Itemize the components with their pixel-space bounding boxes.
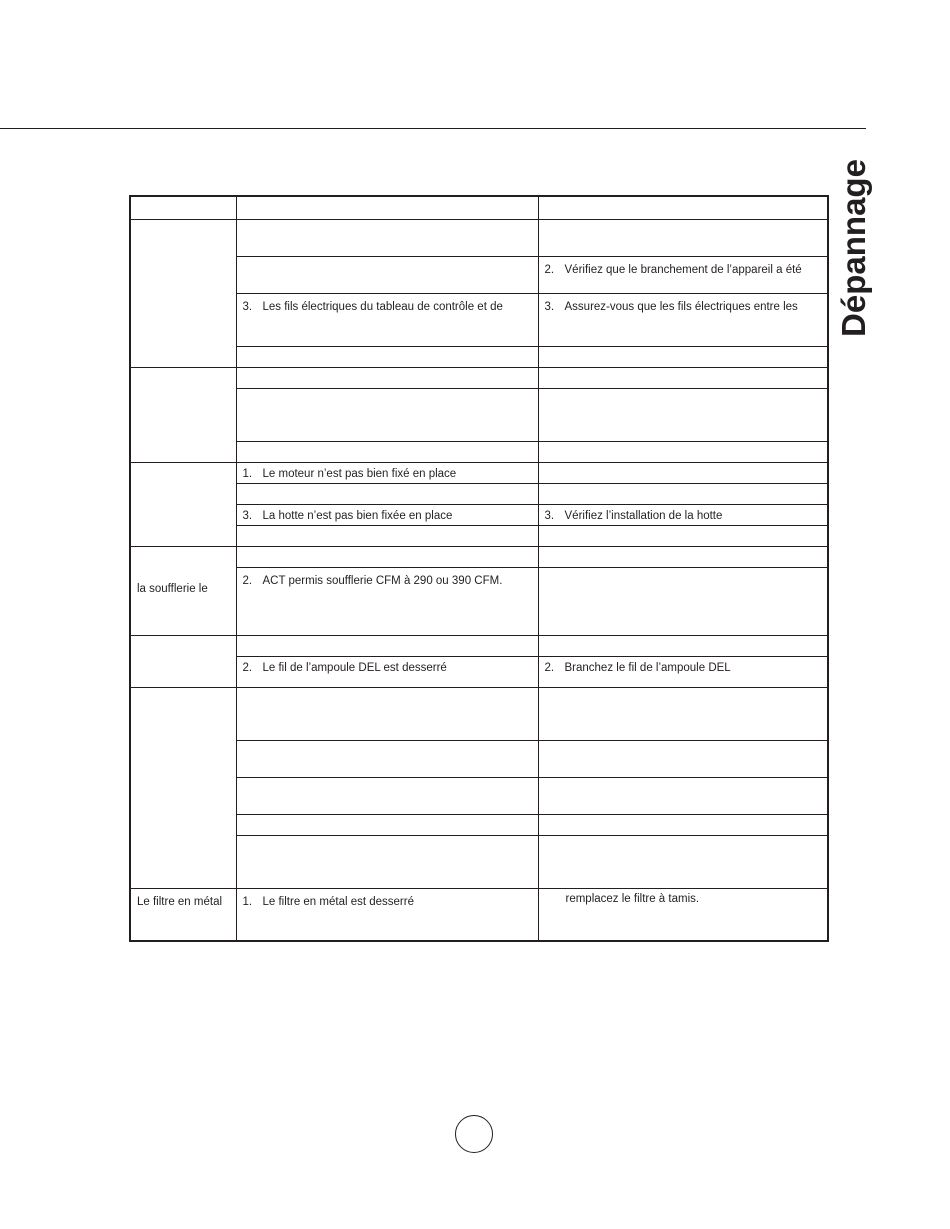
- solution-cell: 3. Assurez-vous que les fils électriques entre les: [538, 293, 828, 346]
- table-row: [130, 219, 828, 256]
- section-title-text: Dépannage: [835, 159, 872, 337]
- header-cell-problem: [130, 196, 236, 219]
- problem-cell: [130, 462, 236, 546]
- table-row: [130, 635, 828, 656]
- cause-cell: 3. La hotte n’est pas bien fixée en place: [236, 504, 538, 525]
- solution-cell: [538, 483, 828, 504]
- cause-cell: [236, 525, 538, 546]
- table-row: [130, 367, 828, 388]
- solution-cell: [538, 740, 828, 777]
- cause-cell: 1. Le moteur n’est pas bien fixé en place: [236, 462, 538, 483]
- problem-cell: [130, 367, 236, 462]
- cause-cell: [236, 346, 538, 367]
- header-cell-solution: [538, 196, 828, 219]
- table-row: [130, 462, 828, 483]
- cause-cell: [236, 367, 538, 388]
- cause-cell: 2. ACT permis soufflerie CFM à 290 ou 390 CFM.: [236, 567, 538, 635]
- solution-cell: [538, 567, 828, 635]
- problem-cell: [130, 635, 236, 687]
- cause-cell: 2. Le fil de l’ampoule DEL est desserré: [236, 656, 538, 687]
- solution-cell: [538, 687, 828, 740]
- solution-cell: [538, 546, 828, 567]
- cause-cell: [236, 777, 538, 814]
- solution-cell: [538, 814, 828, 835]
- solution-cell: [538, 219, 828, 256]
- page-number-circle: [455, 1115, 493, 1153]
- solution-cell: [538, 635, 828, 656]
- cause-cell: [236, 256, 538, 293]
- solution-cell: [538, 441, 828, 462]
- top-rule: [0, 128, 866, 129]
- cause-cell: [236, 441, 538, 462]
- solution-cell: [538, 388, 828, 441]
- cause-cell: [236, 219, 538, 256]
- solution-cell: [538, 346, 828, 367]
- problem-cell: [130, 219, 236, 367]
- solution-cell: [538, 462, 828, 483]
- table-header-row: [130, 196, 828, 219]
- cause-cell: [236, 635, 538, 656]
- solution-cell: 2. Vérifiez que le branchement de l’appareil a été: [538, 256, 828, 293]
- problem-cell: Le filtre en métal: [130, 888, 236, 941]
- table-row: [130, 546, 828, 567]
- solution-cell: [538, 367, 828, 388]
- problem-cell: [130, 687, 236, 888]
- solution-cell: [538, 888, 828, 941]
- cause-cell: [236, 814, 538, 835]
- table-row: [130, 687, 828, 740]
- cause-cell: [236, 388, 538, 441]
- solution-cell: [538, 777, 828, 814]
- solution-cell: [538, 525, 828, 546]
- solution-cell: [538, 835, 828, 888]
- cause-cell: [236, 835, 538, 888]
- cause-cell: [236, 740, 538, 777]
- cause-cell: [236, 483, 538, 504]
- solution-cell: 2. Branchez le fil de l’ampoule DEL: [538, 656, 828, 687]
- table-row: [130, 888, 828, 941]
- solution-continuation: remplacez le filtre à tamis.: [565, 892, 700, 905]
- cause-cell: 1. Le filtre en métal est desserré: [236, 888, 538, 941]
- cause-cell: [236, 546, 538, 567]
- solution-cell: 3. Vérifiez l’installation de la hotte: [538, 504, 828, 525]
- cause-cell: 3. Les fils électriques du tableau de contrôle et de: [236, 293, 538, 346]
- header-cell-cause: [236, 196, 538, 219]
- problem-cell: la soufflerie le: [130, 546, 236, 635]
- cause-cell: [236, 687, 538, 740]
- troubleshooting-table: [129, 195, 829, 942]
